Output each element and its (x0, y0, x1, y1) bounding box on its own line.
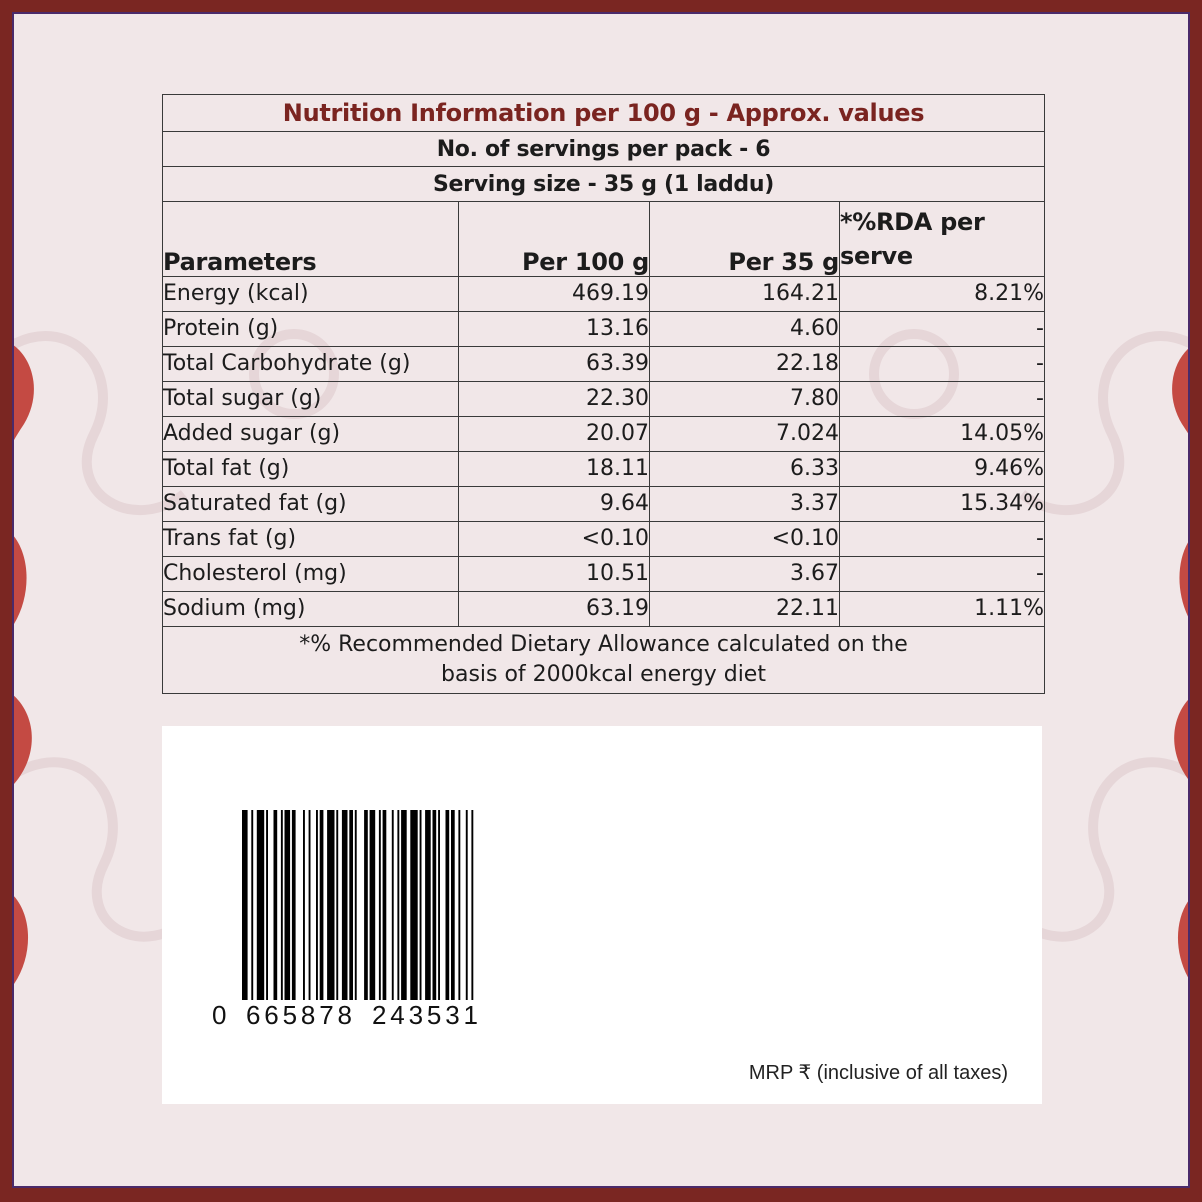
value-per-35g: <0.10 (650, 522, 840, 557)
value-rda: - (840, 347, 1045, 382)
barcode-bar (458, 810, 460, 1000)
barcode-bar (292, 810, 296, 1000)
barcode-bar (471, 810, 473, 1022)
barcode-bar (281, 810, 283, 1000)
serving-size: Serving size - 35 g (1 laddu) (163, 167, 1045, 202)
barcode-bar (355, 810, 357, 1022)
label-panel (12, 12, 1190, 1188)
value-rda: 15.34% (840, 487, 1045, 522)
mrp-label: MRP ₹ (inclusive of all taxes) (748, 1062, 1008, 1084)
value-per-35g: 7.024 (650, 417, 840, 452)
value-per-100g: 13.16 (459, 312, 650, 347)
barcode-bar (242, 810, 248, 1022)
barcode-bar (320, 810, 324, 1000)
barcode-bar (364, 810, 368, 1022)
nutrient-name: Total fat (g) (163, 452, 459, 487)
nutrition-title: Nutrition Information per 100 g - Approx. values (163, 95, 1045, 132)
value-per-100g: 469.19 (459, 277, 650, 312)
footnote-line-1: *% Recommended Dietary Allowance calculated on the (299, 632, 908, 657)
barcode-bar (401, 810, 407, 1000)
header-per-100g: Per 100 g (459, 202, 650, 277)
value-per-35g: 4.60 (650, 312, 840, 347)
barcode-bar (383, 810, 387, 1000)
nutrition-rows (163, 277, 1045, 627)
table-row (163, 522, 1045, 557)
value-rda: - (840, 557, 1045, 592)
barcode-digit-first: 0 (212, 1000, 227, 1030)
barcode-bar (433, 810, 437, 1000)
value-per-100g: 18.11 (459, 452, 650, 487)
value-per-100g: 22.30 (459, 382, 650, 417)
value-per-35g: 22.18 (650, 347, 840, 382)
barcode-bar (392, 810, 394, 1000)
barcode-bar (309, 810, 311, 1000)
header-rda: *%RDA per serve (840, 202, 1045, 277)
barcode-bar (274, 810, 278, 1000)
barcode-bar (336, 810, 338, 1000)
header-parameters: Parameters (163, 202, 459, 277)
barcode-bar (327, 810, 334, 1000)
servings-row (163, 132, 1045, 167)
barcode-digits-right: 243531 (372, 1000, 478, 1030)
nutrient-name: Energy (kcal) (163, 277, 459, 312)
value-per-35g: 3.67 (650, 557, 840, 592)
barcode-bar (397, 810, 399, 1000)
barcode-bar (342, 810, 348, 1000)
value-rda: - (840, 312, 1045, 347)
nutrient-name: Trans fat (g) (163, 522, 459, 557)
value-rda: 8.21% (840, 277, 1045, 312)
servings-per-pack: No. of servings per pack - 6 (163, 132, 1045, 167)
barcode-bar (266, 810, 268, 1000)
barcode-bar (379, 810, 381, 1000)
table-header-row (163, 202, 1045, 277)
barcode-bar (349, 810, 353, 1000)
value-per-35g: 6.33 (650, 452, 840, 487)
footnote-line-2: basis of 2000kcal energy diet (441, 662, 766, 687)
nutrient-name: Total sugar (g) (163, 382, 459, 417)
value-rda: 1.11% (840, 592, 1045, 627)
table-row (163, 487, 1045, 522)
nutrition-title-row (163, 95, 1045, 132)
nutrition-table (162, 94, 1045, 694)
table-row (163, 312, 1045, 347)
value-rda: 14.05% (840, 417, 1045, 452)
nutrient-name: Protein (g) (163, 312, 459, 347)
nutrient-name: Saturated fat (g) (163, 487, 459, 522)
table-row (163, 277, 1045, 312)
value-rda: 9.46% (840, 452, 1045, 487)
barcode-bar (451, 810, 455, 1000)
barcode-bar (410, 810, 417, 1000)
value-per-100g: <0.10 (459, 522, 650, 557)
value-per-35g: 164.21 (650, 277, 840, 312)
barcode-bar (285, 810, 291, 1000)
rda-footnote (163, 627, 1045, 694)
footnote-row (163, 627, 1045, 694)
barcode-bar (438, 810, 440, 1000)
barcode-bar (420, 810, 422, 1000)
barcode-bar (425, 810, 431, 1000)
value-per-100g: 10.51 (459, 557, 650, 592)
value-rda: - (840, 522, 1045, 557)
value-per-35g: 7.80 (650, 382, 840, 417)
value-per-100g: 9.64 (459, 487, 650, 522)
table-row (163, 347, 1045, 382)
value-per-100g: 63.39 (459, 347, 650, 382)
barcode-bars (242, 810, 473, 1022)
table-row (163, 382, 1045, 417)
barcode (212, 810, 512, 1040)
barcode-bar (466, 810, 468, 1022)
nutrient-name: Sodium (mg) (163, 592, 459, 627)
table-row (163, 417, 1045, 452)
header-per-35g: Per 35 g (650, 202, 840, 277)
value-per-100g: 20.07 (459, 417, 650, 452)
serving-size-row (163, 167, 1045, 202)
nutrient-name: Total Carbohydrate (g) (163, 347, 459, 382)
nutrient-name: Cholesterol (mg) (163, 557, 459, 592)
barcode-bar (446, 810, 450, 1000)
barcode-bar (316, 810, 318, 1000)
barcode-bar (370, 810, 376, 1022)
value-rda: - (840, 382, 1045, 417)
barcode-digits-left: 665878 (246, 1000, 352, 1030)
nutrient-name: Added sugar (g) (163, 417, 459, 452)
table-row (163, 592, 1045, 627)
value-per-35g: 3.37 (650, 487, 840, 522)
barcode-price-panel (162, 726, 1042, 1104)
barcode-bar (303, 810, 305, 1000)
value-per-35g: 22.11 (650, 592, 840, 627)
barcode-bar (251, 810, 253, 1022)
barcode-bar (257, 810, 264, 1000)
table-row (163, 557, 1045, 592)
table-row (163, 452, 1045, 487)
value-per-100g: 63.19 (459, 592, 650, 627)
